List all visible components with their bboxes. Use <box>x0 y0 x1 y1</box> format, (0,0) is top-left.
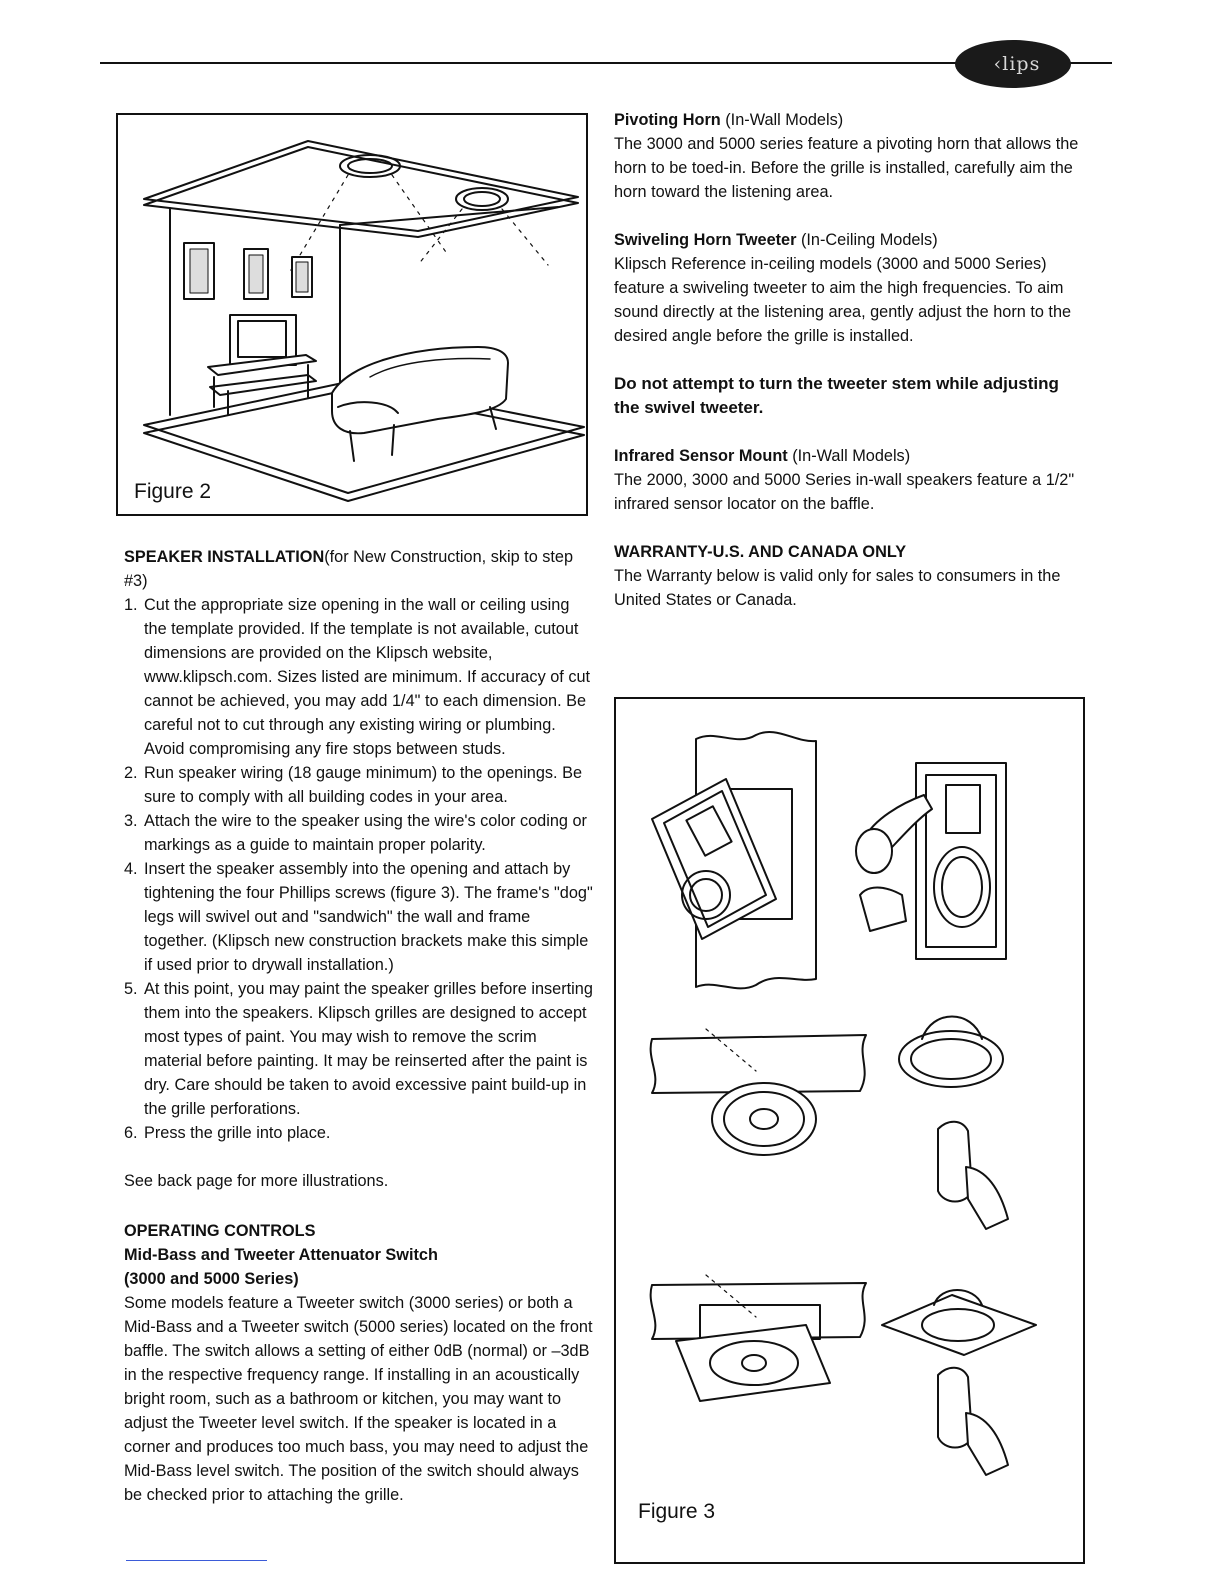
infrared-body: The 2000, 3000 and 5000 Series in-wall speakers feature a 1/2" infrared sensor locator on the baffle. <box>614 471 1075 513</box>
list-item <box>124 977 594 1121</box>
see-back-note: See back page for more illustrations. <box>124 1172 389 1190</box>
step-number: 2. <box>124 764 138 782</box>
swiveling-title-note: (In-Ceiling Models) <box>800 231 938 249</box>
pivoting-title-note: (In-Wall Models) <box>725 111 844 129</box>
step-text: At this point, you may paint the speaker grilles before inserting them into the speakers. Klipsch grilles are designed to accept most types of paint. You may wish to remove the scrim material before painting. It may be reinserted after the paint is dry. Care should be taken to avoid excessive paint build-up in the grille perforations. <box>144 980 593 1118</box>
list-item <box>124 1121 594 1145</box>
step-text: Cut the appropriate size opening in the wall or ceiling using the template provided. If the template is not available, cutout dimensions are provided on the Klipsch website, www.klipsch.com. Sizes listed are minimum. If accuracy of cut cannot be achieved, you may add 1/4" to each dimension. Be careful not to cut through any existing wiring or plumbing. Avoid compromising any fire stops between studs. <box>144 596 591 758</box>
installation-heading-line <box>124 545 594 593</box>
warranty-heading: WARRANTY-U.S. AND CANADA ONLY <box>614 543 907 561</box>
step-number: 4. <box>124 860 138 878</box>
step-text: Press the grille into place. <box>144 1124 331 1142</box>
right-column <box>614 108 1084 612</box>
installation-heading-note: (for New Construction, skip to step #3) <box>124 548 574 590</box>
figure-2-caption: Figure 2 <box>134 480 212 503</box>
operating-subheading-1: Mid-Bass and Tweeter Attenuator Switch <box>124 1246 438 1264</box>
footer-rule <box>126 1560 267 1561</box>
figure-3 <box>614 697 1085 1564</box>
step-number: 3. <box>124 812 138 830</box>
list-item <box>124 593 594 761</box>
step-text: Run speaker wiring (18 gauge minimum) to the openings. Be sure to comply with all building codes in your area. <box>144 764 583 806</box>
figure-3-caption: Figure 3 <box>638 1500 716 1523</box>
step-text: Attach the wire to the speaker using the wire's color coding or markings as a guide to maintain proper polarity. <box>144 812 587 854</box>
mounting-illustration <box>616 699 1083 1562</box>
operating-subheading-2: (3000 and 5000 Series) <box>124 1270 299 1288</box>
infrared-title-note: (In-Wall Models) <box>792 447 911 465</box>
room-illustration <box>118 115 586 514</box>
installation-steps <box>124 593 594 1145</box>
tweeter-warning: Do not attempt to turn the tweeter stem while adjusting the swivel tweeter. <box>614 374 1059 417</box>
left-column <box>124 545 594 1507</box>
pivoting-title: Pivoting Horn <box>614 111 721 129</box>
warranty-body: The Warranty below is valid only for sales to consumers in the United States or Canada. <box>614 567 1061 609</box>
list-item <box>124 809 594 857</box>
step-number: 6. <box>124 1124 138 1142</box>
step-text: Insert the speaker assembly into the opening and attach by tightening the four Phillips screws (figure 3). The frame's "dog" legs will swivel out and "sandwich" the wall and frame together. (Klipsch new construction brackets make this simple if used prior to drywall installation.) <box>144 860 593 974</box>
operating-heading: OPERATING CONTROLS <box>124 1222 316 1240</box>
swiveling-body: Klipsch Reference in-ceiling models (3000 and 5000 Series) feature a swiveling tweeter to aim the high frequencies. To aim sound directly at the listening area, gently adjust the horn to the desired angle before the grille is installed. <box>614 255 1072 345</box>
figure-2 <box>116 113 588 516</box>
installation-heading: SPEAKER INSTALLATION <box>124 548 325 566</box>
step-number: 1. <box>124 596 138 614</box>
step-number: 5. <box>124 980 138 998</box>
operating-body: Some models feature a Tweeter switch (3000 series) or both a Mid-Bass and a Tweeter switch (5000 series) located on the front baffle. The switch allows a setting of either 0dB (normal) or –3dB in the respective frequency range. If installing in an acoustically bright room, such as a bathroom or kitchen, you may want to adjust the Tweeter level switch. If the speaker is located in a corner and produces too much bass, you may need to adjust the Mid-Bass level switch. The position of the switch should always be checked prior to attaching the grille. <box>124 1294 593 1504</box>
list-item <box>124 857 594 977</box>
pivoting-body: The 3000 and 5000 series feature a pivoting horn that allows the horn to be toed-in. Before the grille is installed, carefully aim the horn toward the listening area. <box>614 135 1079 201</box>
list-item <box>124 761 594 809</box>
swiveling-title: Swiveling Horn Tweeter <box>614 231 797 249</box>
klipsch-logo: ‹lips <box>955 40 1071 88</box>
infrared-title: Infrared Sensor Mount <box>614 447 788 465</box>
